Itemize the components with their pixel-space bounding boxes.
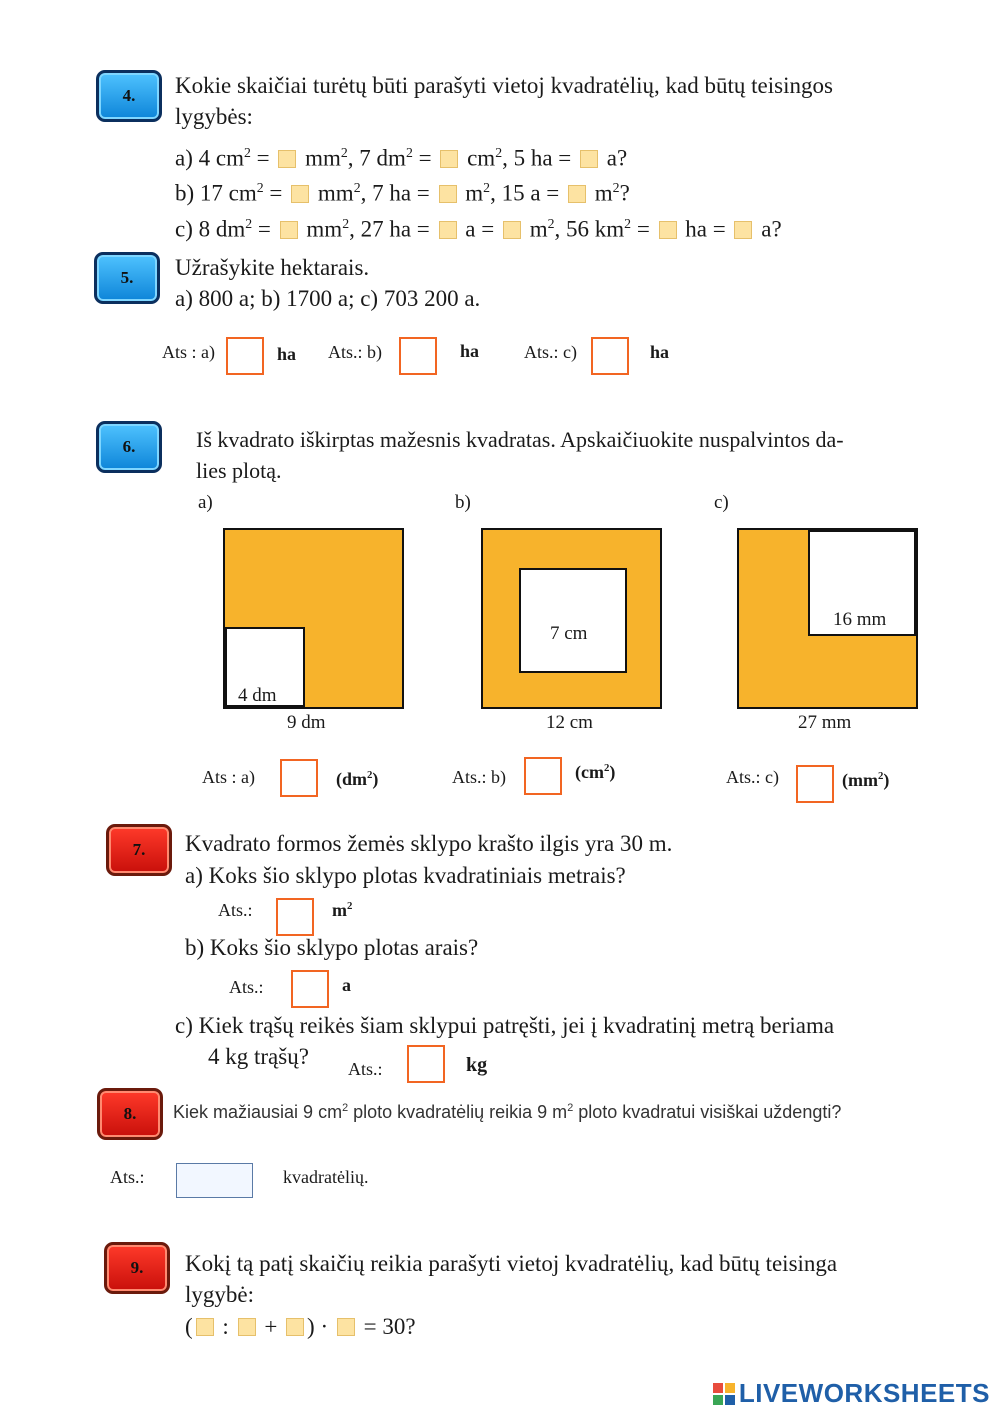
blank-box (238, 1318, 256, 1336)
task-4-row-a: a) 4 $cm^2 = mm^2$, 7 $dm^2 = cm^2$, 5 ha = a? (175, 145, 628, 171)
figure-c-square (737, 528, 918, 709)
question-line: Iš kvadrato iškirptas mažesnis kvadratas. Apskaičiuokite nuspalvintos da- (196, 427, 844, 452)
task-9-badge (104, 1242, 170, 1294)
blank-box (439, 185, 457, 203)
blank-box (568, 185, 586, 203)
figure-b-label: b) (455, 492, 471, 513)
task-6-answer-b-input[interactable] (524, 757, 562, 795)
blank-box (196, 1318, 214, 1336)
task-6-answer-c-input[interactable] (796, 765, 834, 803)
liveworksheets-logo (713, 1378, 990, 1409)
question-line: c) Kiek trąšų reikės šiam sklypui patręšti, jei į kvadratinį metrą beriama (175, 1013, 835, 1038)
task-8-question: Kiek mažiausiai 9 $cm^2$ ploto kvadratėlių reikia 9 $m^2$ ploto kvadratui visiškai uždengti? (173, 1102, 842, 1122)
task-number: 8. (123, 1104, 137, 1123)
task-6-unit-b: $(cm^2)$ (575, 762, 616, 782)
blank-box (439, 221, 457, 239)
task-5-ans-c-label: Ats.: c) (524, 342, 577, 362)
task-7-answer-a-input[interactable] (276, 898, 314, 936)
figure-b-square (481, 528, 662, 709)
task-7-question-a: a) Koks šio sklypo plotas kvadratiniais metrais? (185, 863, 626, 888)
task-6-ans-a-label: Ats : a) (202, 767, 255, 787)
task-7-badge (106, 824, 172, 876)
figure-a-inner-label: 4 dm (238, 685, 277, 706)
task-7-ans-a-label: Ats.: (218, 900, 253, 920)
task-7-ans-c-label: Ats.: (348, 1059, 383, 1079)
task-5-items: a) 800 a; b) 1700 a; c) 703 200 a. (175, 286, 481, 311)
task-5-answer-a-input[interactable] (226, 337, 264, 375)
task-6-ans-c-label: Ats.: c) (726, 767, 779, 787)
question-line: 4 kg trąšų? (208, 1044, 309, 1069)
task-7-unit-c: kg (466, 1054, 488, 1076)
task-5-badge (94, 252, 160, 304)
figure-c-inner-label: 16 mm (833, 609, 887, 630)
question-line: lies plotą. (196, 458, 282, 483)
question-line: lygybės: (175, 104, 253, 129)
figure-a-label: a) (198, 492, 213, 513)
task-8-unit: kvadratėlių. (283, 1167, 369, 1187)
task-8-ans-label: Ats.: (110, 1167, 145, 1187)
question-line: Kokie skaičiai turėtų būti parašyti vietoj kvadratėlių, kad būtų teisingos (175, 73, 833, 98)
task-6-answer-a-input[interactable] (280, 759, 318, 797)
task-number: 5. (120, 268, 134, 287)
blank-box (286, 1318, 304, 1336)
task-9-question (185, 1248, 837, 1310)
logo-text: LIVEWORKSHEETS (738, 1378, 990, 1408)
task-6-badge (96, 421, 162, 473)
task-5-unit-c: ha (650, 342, 670, 362)
task-number: 9. (130, 1258, 144, 1277)
task-7-answer-b-input[interactable] (291, 970, 329, 1008)
blank-box (280, 221, 298, 239)
figure-b-inner-label: 7 cm (550, 623, 588, 644)
blank-box (278, 150, 296, 168)
task-number: 6. (122, 437, 136, 456)
logo-icon (713, 1381, 735, 1403)
figure-b-outer-label: 12 cm (546, 712, 593, 733)
task-number: 4. (122, 86, 136, 105)
blank-box (580, 150, 598, 168)
task-5-question: Užrašykite hektarais. (175, 255, 370, 280)
task-4-row-b: b) 17 $cm^2 = mm^2$, 7 ha = $m^2$, 15 $a = m^2$? (175, 180, 630, 206)
figure-c-label: c) (714, 492, 729, 513)
task-4-badge (96, 70, 162, 122)
task-number: 7. (132, 840, 146, 859)
task-7-unit-b: a (342, 975, 351, 995)
blank-box (503, 221, 521, 239)
task-5-unit-a: ha (277, 344, 297, 364)
task-7-ans-b-label: Ats.: (229, 977, 264, 997)
figure-c-outer-label: 27 mm (798, 712, 852, 733)
task-6-question (196, 424, 844, 486)
figure-b-cutout (519, 568, 627, 673)
task-9-equation: ( : + ) · = 30? (185, 1314, 416, 1339)
task-8-answer-input[interactable] (176, 1163, 253, 1198)
task-4-question (175, 70, 833, 132)
blank-box (659, 221, 677, 239)
task-6-unit-c: $(mm^2)$ (842, 770, 890, 790)
task-7-question-c (175, 1010, 834, 1072)
task-7-question-b: b) Koks šio sklypo plotas arais? (185, 935, 479, 960)
task-5-ans-b-label: Ats.: b) (328, 342, 382, 362)
task-5-answer-b-input[interactable] (399, 337, 437, 375)
task-4-row-c: c) 8 $dm^2 = mm^2$, 27 ha = $a = m^2$, 56 $km^2$ = ha = a? (175, 216, 782, 242)
figure-a-square (223, 528, 404, 709)
blank-box (734, 221, 752, 239)
task-7-question: Kvadrato formos žemės sklypo krašto ilgis yra 30 m. (185, 831, 673, 856)
task-7-answer-c-input[interactable] (407, 1045, 445, 1083)
blank-box (440, 150, 458, 168)
task-8-badge (97, 1088, 163, 1140)
task-5-ans-a-label: Ats : a) (162, 342, 215, 362)
task-6-ans-b-label: Ats.: b) (452, 767, 506, 787)
blank-box (291, 185, 309, 203)
figure-a-outer-label: 9 dm (287, 712, 326, 733)
task-5-unit-b: ha (460, 341, 480, 361)
question-line: lygybė: (185, 1282, 254, 1307)
question-line: Kokį tą patį skaičių reikia parašyti vietoj kvadratėlių, kad būtų teisinga (185, 1251, 838, 1276)
blank-box (337, 1318, 355, 1336)
task-7-unit-a: $m^2$ (332, 900, 353, 920)
task-5-answer-c-input[interactable] (591, 337, 629, 375)
task-6-unit-a: $(dm^2)$ (336, 769, 379, 789)
